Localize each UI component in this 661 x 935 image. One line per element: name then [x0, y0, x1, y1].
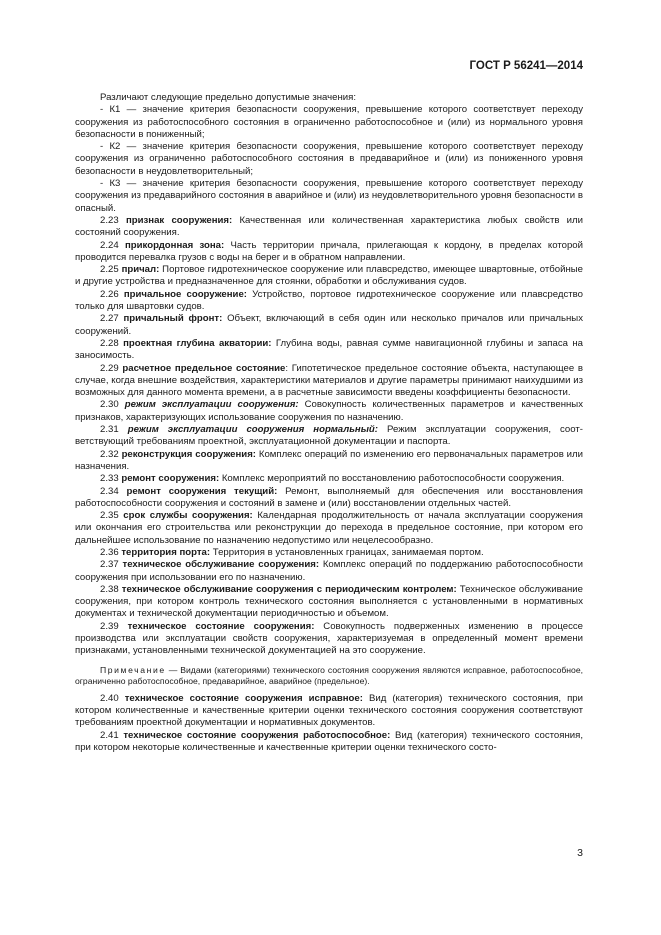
definition-item — [75, 584, 583, 621]
definition-number: 2.39 — [100, 620, 119, 632]
definition-number: 2.30 — [100, 399, 119, 411]
definition-term: техническое состояние сооружения работоспособное: — [123, 729, 391, 741]
definitions-list — [75, 215, 583, 658]
definition-text: Режим эксплуатации сооружения, соответствующий требованиям проектной, эксплуатационной документации и паспорта. — [75, 424, 583, 448]
definition-term: ремонт сооружения текущий: — [126, 485, 278, 497]
definition-item — [75, 240, 583, 265]
definition-item — [75, 559, 583, 584]
definition-number: 2.32 — [100, 448, 119, 460]
definition-number: 2.33 — [100, 473, 119, 485]
definition-term: проектная глубина акватории: — [123, 337, 272, 349]
definition-term: расчетное предельное состояние — [122, 362, 286, 374]
definition-number: 2.36 — [100, 546, 119, 558]
definition-item — [75, 486, 583, 511]
limit-value-item: - К2 — значение критерия безопасности сооружения, превышение которого соответствует переходу сооружения из ограниченно работоспособного состояния в предаварийное и (или) из пониженного уровня безопасности в неудовлетворительный; — [75, 141, 583, 177]
definition-number: 2.23 — [100, 214, 119, 226]
definition-term: техническое обслуживание сооружения: — [122, 559, 320, 571]
definition-item — [75, 424, 583, 449]
definition-term: срок службы сооружения: — [123, 510, 253, 522]
definition-text: Вид (категория) технического состояния, при котором некоторые количественные и качественные критерии оценки технического состо- — [75, 729, 583, 753]
definition-term: причальное сооружение: — [123, 288, 247, 300]
definition-term: техническое состояние сооружения: — [127, 620, 315, 632]
definition-number: 2.27 — [100, 313, 119, 325]
definition-item — [75, 399, 583, 424]
definition-number: 2.24 — [100, 239, 119, 251]
definition-item — [75, 730, 583, 755]
definition-number: 2.35 — [100, 510, 119, 522]
definition-term: ремонт сооружения: — [121, 473, 220, 485]
definition-text: Вид (категория) технического состояния, при котором количественные и качественные критерии оценки технического состояния сооружения соответствуют требованиям проектной документации и нормативных документов. — [75, 692, 583, 729]
standard-code: ГОСТ Р 56241—2014 — [469, 60, 583, 72]
definition-item — [75, 338, 583, 363]
limit-values-list — [75, 104, 583, 215]
definition-term: реконструкция сооружения: — [121, 448, 256, 460]
definition-text: Техническое обслуживание сооружения, при котором контроль технического состояния выполняется с установленными в нормативных документах и технической документации периодичностью и объемом. — [75, 583, 583, 620]
definition-text: Территория в установленных границах, занимаемая портом. — [210, 546, 484, 558]
definition-term: режим эксплуатации сооружения нормальный: — [127, 424, 378, 436]
limits-intro: Различают следующие предельно допустимые значения: — [100, 92, 356, 103]
limit-value-item: - К1 — значение критерия безопасности сооружения, превышение которого соответствует переходу сооружения из работоспособного состояния в ограниченно работоспособное и (или) из нормального уровня безопасности в пониженный; — [75, 104, 583, 140]
definitions-list-continued — [75, 693, 583, 754]
definition-text: Качественная или количественная характеристика любых свойств или состояний сооружения. — [75, 214, 583, 239]
definition-number: 2.40 — [100, 692, 119, 704]
definition-text: Портовое гидротехническое сооружение или плавсредство, имеющее швартовные, отбойные и другие устройства и предназначенное для стоянки, обработки и обслуживания судов. — [75, 264, 583, 288]
page-number: 3 — [577, 847, 583, 859]
definition-number: 2.25 — [100, 264, 119, 276]
definition-term: техническое обслуживание сооружения с периодическим контролем: — [121, 583, 457, 595]
document-body — [75, 92, 583, 754]
definition-item — [75, 215, 583, 240]
definition-number: 2.31 — [100, 424, 119, 436]
definition-term: территория порта: — [121, 546, 211, 558]
definition-text: Комплекс мероприятий по восстановлению работоспособности сооружения. — [219, 473, 565, 485]
definition-number: 2.38 — [100, 583, 119, 595]
definition-item — [75, 693, 583, 730]
definition-number: 2.29 — [100, 362, 119, 374]
definition-number: 2.41 — [100, 729, 119, 741]
definition-number: 2.37 — [100, 559, 119, 571]
limit-value-item: - К3 — значение критерия безопасности сооружения, превышение которого соответствует переходу сооружения из предаварийного состояния в аварийное и (или) из неудовлетворительного уровня безопасности в опасный. — [75, 178, 583, 214]
definition-item — [75, 313, 583, 338]
note — [75, 665, 583, 687]
note-label: Примечание — [100, 664, 166, 675]
definition-item — [75, 264, 583, 289]
definition-term: причальный фронт: — [123, 313, 223, 325]
definition-item — [75, 473, 583, 485]
definition-term: режим эксплуатации сооружения: — [124, 399, 299, 411]
definition-number: 2.26 — [100, 288, 119, 300]
definition-text: Комплекс операций по изменению его первоначальных параметров или назначения. — [75, 448, 583, 472]
definition-text: Устройство, портовое гидротехническое сооружение или плавсредство только для швартовки судов. — [75, 288, 583, 313]
definition-item — [75, 510, 583, 547]
definition-text: Совокупность количественных параметров и качественных признаков, характеризующих использование сооружения по назначению. — [75, 399, 583, 423]
definition-item — [75, 547, 583, 559]
definition-item — [75, 449, 583, 474]
definition-term: признак сооружения: — [125, 214, 233, 226]
note-text: — Видами (категориями) технического состояния сооружения являются исправное, работоспособное, ограниченно работоспособное, предаварийное, аварийное (предельное). — [75, 664, 583, 686]
definition-text: Календарная продолжительность от начала эксплуатации сооружения или окончания его строительства или реконструкции до перехода в предельное состояние, при котором его дальнейшее использование по назначению недопустимо или нецелесообразно. — [75, 510, 583, 546]
definition-term: техническое состояние сооружения исправное: — [124, 692, 363, 704]
definition-text: Совокупность подверженных изменению в процессе производства или эксплуатации свойств сооружения, характеризуемая в определенный момент времени признаками, установленными технической документацией на это сооружение. — [75, 620, 583, 657]
definition-item — [75, 363, 583, 400]
definition-term: прикордонная зона: — [125, 239, 225, 251]
definition-text: Часть территории причала, прилегающая к кордону, в пределах которой проводится перевалка грузов с воды на берег и в обратном направлении. — [75, 239, 583, 263]
definition-number: 2.28 — [100, 337, 119, 349]
definition-text: Объект, включающий в себя один или несколько причалов или причальных сооружений. — [75, 313, 584, 337]
definition-item — [75, 621, 583, 658]
definition-item — [75, 289, 583, 314]
definition-text: Комплекс операций по поддержанию работоспособности сооружения при использовании его по назначению. — [75, 559, 583, 583]
definition-text: Глубина воды, равная сумме навигационной глубины и запаса на заносимость. — [75, 337, 583, 362]
definition-text: Ремонт, выполняемый для обеспечения или восстановления работоспособности сооружения и состояний в замене и (или) восстановлении отдельных частей. — [75, 485, 584, 509]
definition-number: 2.34 — [100, 485, 119, 497]
definition-term: причал: — [121, 264, 160, 276]
definition-text: : Гипотетическое предельное состояние объекта, наступающее в случае, когда внешние воздействия, характеристики материалов и другие параметры принимают наихудшими из возможных для данного момента времени, а в расчетные зависимости введены коэффициенты безопасности. — [75, 362, 583, 399]
